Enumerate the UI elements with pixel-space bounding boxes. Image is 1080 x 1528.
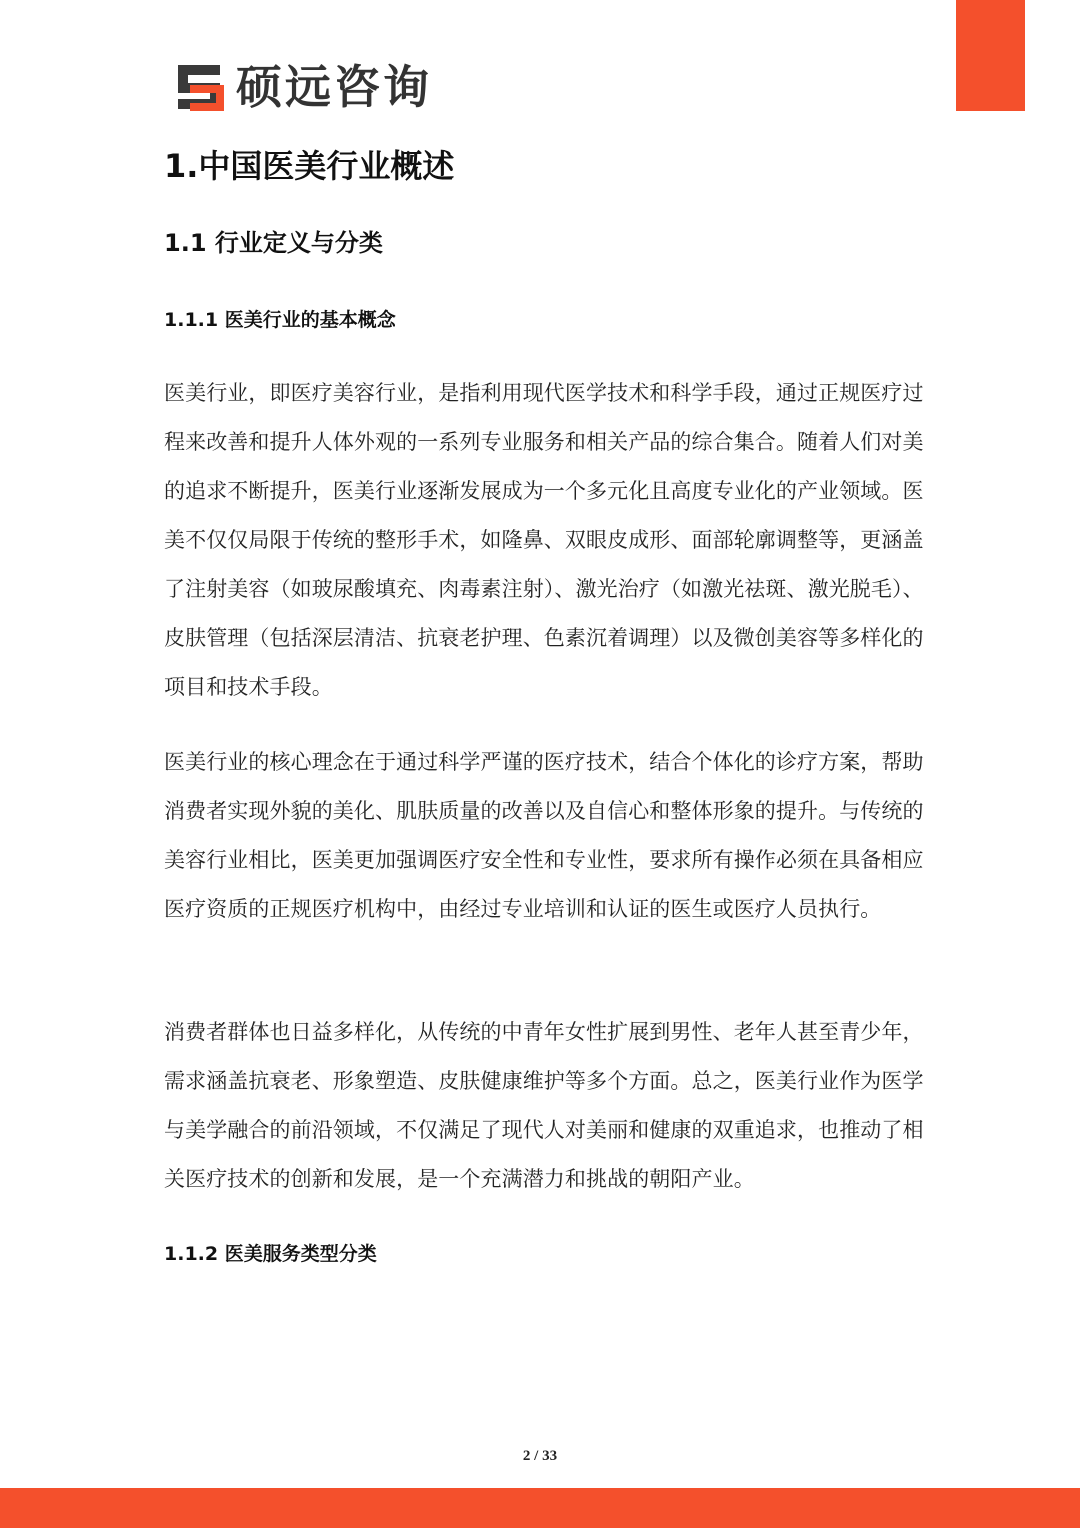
subsection-heading: 1.1.1 医美行业的基本概念: [164, 309, 396, 331]
paragraph: 医美行业的核心理念在于通过科学严谨的医疗技术，结合个体化的诊疗方案，帮助消费者实现外貌的美化、肌肤质量的改善以及自信心和整体形象的提升。与传统的美容行业相比，医美更加强调医疗安全性和专业性，要求所有操作必须在具备相应医疗资质的正规医疗机构中，由经过专业培训和认证的医生或医疗人员执行。: [164, 750, 924, 921]
footer-accent-bar: [0, 1488, 1080, 1528]
page-title: 1.中国医美行业概述: [164, 147, 455, 185]
corner-accent-tab: [956, 0, 1025, 111]
brand-logo: [176, 60, 432, 114]
paragraph: 消费者群体也日益多样化，从传统的中青年女性扩展到男性、老年人甚至青少年，需求涵盖抗衰老、形象塑造、皮肤健康维护等多个方面。总之，医美行业作为医学与美学融合的前沿领域，不仅满足了现代人对美丽和健康的双重追求，也推动了相关医疗技术的创新和发展，是一个充满潜力和挑战的朝阳产业。: [164, 1020, 924, 1191]
paragraph: 医美行业，即医疗美容行业，是指利用现代医学技术和科学手段，通过正规医疗过程来改善和提升人体外观的一系列专业服务和相关产品的综合集合。随着人们对美的追求不断提升，医美行业逐渐发展成为一个多元化且高度专业化的产业领域。医美不仅仅局限于传统的整形手术，如隆鼻、双眼皮成形、面部轮廓调整等，更涵盖了注射美容（如玻尿酸填充、肉毒素注射）、激光治疗（如激光祛斑、激光脱毛）、皮肤管理（包括深层清洁、抗衰老护理、色素沉着调理）以及微创美容等多样化的项目和技术手段。: [164, 381, 924, 699]
logo-text: 硕远咨询: [236, 60, 432, 114]
subsection-heading: 1.1.2 医美服务类型分类: [164, 1243, 377, 1265]
section-heading: 1.1 行业定义与分类: [164, 229, 383, 257]
logo-mark-icon: [176, 63, 226, 111]
page-number: 2 / 33: [522, 1448, 558, 1464]
